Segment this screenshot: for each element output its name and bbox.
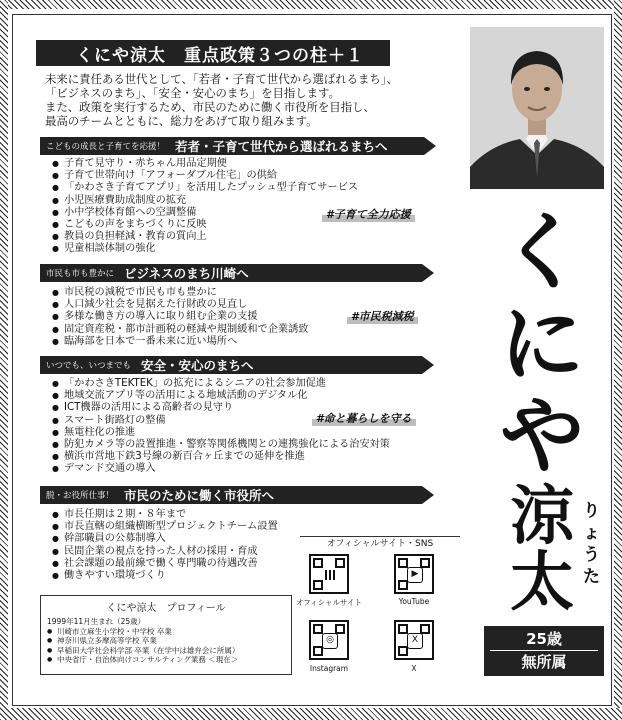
list-item: ● 市民税の減税で市民も市も豊かに <box>52 287 309 299</box>
policy-list-business <box>52 287 309 348</box>
list-item: ● 防犯カメラ等の設置推進・警察等関係機関との連携強化による治安対策 <box>52 439 390 451</box>
list-item: ● 臨海部を日本で一番未来に近い場所へ <box>52 336 309 348</box>
list-item: ● 社会課題の最前線で働く専門職の待遇改善 <box>52 558 278 570</box>
list-item: ● スマート街路灯の整備 <box>52 415 390 427</box>
section-subtitle: 脱・お役所仕事！ <box>46 491 115 501</box>
intro-line: 最高のチームとともに、総力をあげて取り組みます。 <box>45 114 318 128</box>
list-item: ● 地域交流アプリ等の活用による地域活動のデジタル化 <box>52 390 390 402</box>
furigana-char: り <box>583 501 600 521</box>
list-item: ● 「かわさきTEKTEK」の拡充によるシニアの社会参加促進 <box>52 378 390 390</box>
instagram-icon: ◎ <box>322 633 338 649</box>
portrait-illustration <box>470 27 604 189</box>
list-item: ● 横浜市営地下鉄3号線の新百合ヶ丘までの延伸を推進 <box>52 451 390 463</box>
qr-code-youtube[interactable] <box>394 554 434 594</box>
name-char: に <box>499 294 584 393</box>
x-logo-icon: X <box>407 633 423 649</box>
list-item: ● 子育て見守り・赤ちゃん用品定期便 <box>52 158 358 170</box>
hatched-border-bottom <box>0 708 622 720</box>
hatched-border-left <box>0 0 8 720</box>
profile-item: ● 川崎市立麻生小学校・中学校 卒業 <box>47 627 291 637</box>
intro-text <box>45 72 465 128</box>
hatched-border-top <box>0 0 622 9</box>
sns-heading: オフィシャルサイト・SNS <box>300 536 460 551</box>
profile-item: ● 神奈川県立多摩高等学校 卒業 <box>47 636 291 646</box>
list-item: ● 小中学校体育館への空調整備 <box>52 207 358 219</box>
section-subtitle: いつでも、いつまでも <box>46 361 132 371</box>
list-item: ● 子育て世帯向け「アフォーダブル住宅」の供給 <box>52 170 358 182</box>
hashtag-safety: #命と暮らしを守る <box>312 410 416 426</box>
profile-item: ● 中央省庁・自治体向けコンサルティング業務 ＜現在＞ <box>47 655 291 665</box>
list-item: ● 幹部職員の公募制導入 <box>52 533 278 545</box>
youtube-icon: ▶ <box>407 567 423 583</box>
qr-caption: オフィシャルサイト <box>296 598 362 607</box>
policy-list-cityhall <box>52 509 278 582</box>
qr-code-instagram[interactable] <box>309 620 349 660</box>
list-item: ● 市長任期は２期・８年まで <box>52 509 278 521</box>
policy-list-youth <box>52 158 358 256</box>
section-bar-youth <box>40 137 424 155</box>
section-title: ビジネスのまち川崎へ <box>124 266 249 281</box>
list-item: ● こどもの声をまちづくりに反映 <box>52 219 358 231</box>
candidate-name-vertical <box>492 202 592 620</box>
list-item: ● 市長直轄の組織横断型プロジェクトチーム設置 <box>52 521 278 533</box>
profile-box <box>40 595 292 675</box>
section-subtitle: 市民も市も豊かに <box>46 269 115 279</box>
section-title: 市民のために働く市役所へ <box>124 488 275 503</box>
list-item: ● ICT機器の活用による高齢者の見守り <box>52 402 390 414</box>
page-title: くにや涼太 重点政策３つの柱＋１ <box>40 40 390 66</box>
name-char: 涼 <box>510 479 574 554</box>
qr-caption: X <box>411 664 417 673</box>
furigana-char: う <box>583 545 600 565</box>
profile-birth: 1999年11月生まれ（25歳） <box>47 617 146 626</box>
qr-caption: Instagram <box>309 664 349 673</box>
furigana-char: た <box>583 567 600 587</box>
candidate-photo <box>470 27 604 189</box>
section-bar-safety <box>40 356 422 374</box>
list-item: ● 無電柱化の推進 <box>52 427 390 439</box>
list-item: ● 民間企業の視点を持った人材の採用・育成 <box>52 546 278 558</box>
name-furigana <box>583 500 603 588</box>
name-char: 太 <box>510 545 574 620</box>
hashtag-business: #市民税減税 <box>347 308 418 324</box>
age-affiliation-box <box>484 626 604 676</box>
list-item: ● 人口減少社会を見据えた行財政の見直し <box>52 299 309 311</box>
section-subtitle: こどもの成長と子育てを応援！ <box>46 142 166 152</box>
name-char: く <box>499 202 584 301</box>
furigana-char: ょ <box>583 523 600 543</box>
age-text: 25歳 <box>490 628 598 651</box>
qr-caption: YouTube <box>398 597 430 606</box>
profile-item: ● 早稲田大学社会科学部 卒業（在学中は雄弁会に所属） <box>47 646 291 656</box>
qr-code-x[interactable] <box>394 620 434 660</box>
section-title: 若者・子育て世代から選ばれるまちへ <box>175 139 388 154</box>
qr-code-official-site[interactable] <box>309 554 349 594</box>
list-item: ● 多様な働き方の導入に取り組む企業の支援 <box>52 311 309 323</box>
intro-line: 未来に責任ある世代として、「若者・子育て世代から選ばれるまち」、 <box>45 72 398 86</box>
list-item: ● 児童相談体制の強化 <box>52 243 358 255</box>
name-char: や <box>499 386 584 485</box>
intro-line: また、政策を実行するため、市民のために働く市役所を目指し、 <box>45 100 375 114</box>
list-item: ● 小児医療費助成制度の拡充 <box>52 195 358 207</box>
list-item: ● 「かわさき子育てアプリ」を活用したプッシュ型子育てサービス <box>52 182 358 194</box>
section-bar-business <box>40 264 422 282</box>
list-item: ● 教員の負担軽減・教育の質向上 <box>52 231 358 243</box>
list-item: ● デマンド交通の導入 <box>52 463 390 475</box>
policy-list-safety <box>52 378 390 476</box>
intro-line: 「ビジネスのまち」、「安全・安心のまち」を目指します。 <box>45 86 340 100</box>
list-item: ● 固定資産税・都市計画税の軽減や規制緩和で企業誘致 <box>52 324 309 336</box>
affiliation-text: 無所属 <box>521 653 567 671</box>
section-title: 安全・安心のまちへ <box>141 358 254 373</box>
hashtag-youth: #子育て全力応援 <box>322 206 415 222</box>
section-bar-cityhall <box>40 486 422 504</box>
profile-title: くにや涼太 プロフィール <box>106 603 226 614</box>
list-item: ● 働きやすい環境づくり <box>52 570 278 582</box>
hatched-border-right <box>614 0 622 720</box>
